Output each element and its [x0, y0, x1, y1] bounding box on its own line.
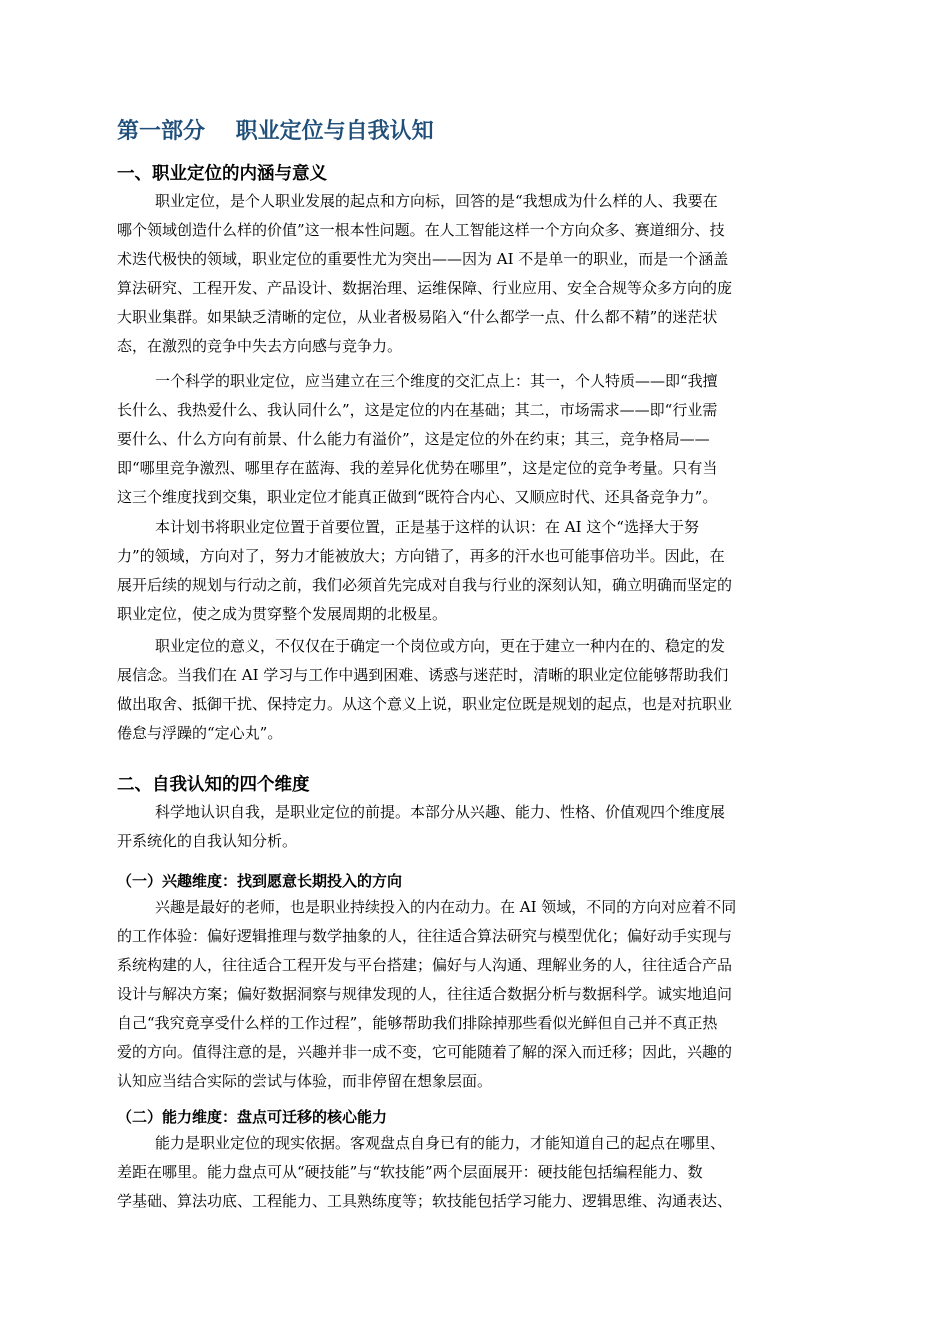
- text-line: 哪个领域创造什么样的价值”这一根本性问题。在人工智能这样一个方向众多、赛道细分、技: [117, 221, 725, 239]
- subsection-heading: （一）兴趣维度：找到愿意长期投入的方向: [117, 872, 403, 890]
- text-line: 大职业集群。如果缺乏清晰的定位，从业者极易陷入“什么都学一点、什么都不精”的迷茫状: [117, 308, 718, 326]
- text-line: 本计划书将职业定位置于首要位置，正是基于这样的认识：在 AI 这个“选择大于努: [155, 518, 699, 536]
- text-line: 学基础、算法功底、工程能力、工具熟练度等；软技能包括学习能力、逻辑思维、沟通表达、: [117, 1192, 733, 1210]
- text-line: 术迭代极快的领域，职业定位的重要性尤为突出——因为 AI 不是单一的职业，而是一个涵盖: [117, 250, 729, 268]
- text-line: 职业定位，使之成为贯穿整个发展周期的北极星。: [117, 605, 448, 623]
- text-line: 开系统化的自我认知分析。: [117, 832, 298, 850]
- section-heading: 二、自我认知的四个维度: [117, 775, 310, 795]
- text-line: 科学地认识自我，是职业定位的前提。本部分从兴趣、能力、性格、价值观四个维度展: [155, 803, 726, 821]
- text-line: 职业定位的意义，不仅仅在于确定一个岗位或方向，更在于建立一种内在的、稳定的发: [155, 637, 726, 655]
- text-line: 自己“我究竟享受什么样的工作过程”，能够帮助我们排除掉那些看似光鲜但自己并不真正热: [117, 1014, 718, 1032]
- text-line: 这三个维度找到交集，职业定位才能真正做到“既符合内心、又顺应时代、还具备竞争力”。: [117, 488, 718, 506]
- text-line: 的工作体验：偏好逻辑推理与数学抽象的人，往往适合算法研究与模型优化；偏好动手实现与: [117, 927, 733, 945]
- text-line: 差距在哪里。能力盘点可从“硬技能”与“软技能”两个层面展开：硬技能包括编程能力、数: [117, 1163, 703, 1181]
- text-line: 系统构建的人，往往适合工程开发与平台搭建；偏好与人沟通、理解业务的人，往往适合产品: [117, 956, 733, 974]
- text-line: 认知应当结合实际的尝试与体验，而非停留在想象层面。: [117, 1072, 493, 1090]
- text-line: 做出取舍、抵御干扰、保持定力。从这个意义上说，职业定位既是规划的起点，也是对抗职业: [117, 695, 733, 713]
- paragraph: [117, 1129, 835, 1216]
- text-line: 兴趣是最好的老师，也是职业持续投入的内在动力。在 AI 领域，不同的方向对应着不同: [155, 898, 737, 916]
- part-title: 第一部分 职业定位与自我认知: [117, 119, 434, 144]
- section-heading: 一、职业定位的内涵与意义: [117, 164, 327, 184]
- text-line: 一个科学的职业定位，应当建立在三个维度的交汇点上：其一，个人特质——即“我擅: [155, 372, 718, 390]
- text-line: 长什么、我热爱什么、我认同什么”，这是定位的内在基础；其二，市场需求——即“行业需: [117, 401, 718, 419]
- text-line: 算法研究、工程开发、产品设计、数据治理、运维保障、行业应用、安全合规等众多方向的庞: [117, 279, 733, 297]
- text-line: 爱的方向。值得注意的是，兴趣并非一成不变，它可能随着了解的深入而迁移；因此，兴趣的: [117, 1043, 733, 1061]
- text-line: 展信念。当我们在 AI 学习与工作中遇到困难、诱惑与迷茫时，清晰的职业定位能够帮助我们: [117, 666, 729, 684]
- paragraph: [117, 798, 835, 856]
- paragraph: [117, 187, 835, 361]
- text-line: 倦怠与浮躁的“定心丸”。: [117, 724, 283, 742]
- text-line: 设计与解决方案；偏好数据洞察与规律发现的人，往往适合数据分析与数据科学。诚实地追问: [117, 985, 733, 1003]
- paragraph: [117, 893, 835, 1096]
- paragraph: [117, 632, 835, 748]
- subsection-heading: （二）能力维度：盘点可迁移的核心能力: [117, 1108, 388, 1126]
- text-line: 力”的领域，方向对了，努力才能被放大；方向错了，再多的汗水也可能事倍功半。因此，在: [117, 547, 725, 565]
- paragraph: [117, 513, 835, 629]
- text-line: 能力是职业定位的现实依据。客观盘点自身已有的能力，才能知道自己的起点在哪里、: [155, 1134, 726, 1152]
- text-line: 要什么、什么方向有前景、什么能力有溢价”，这是定位的外在约束；其三，竞争格局——: [117, 430, 710, 448]
- text-line: 展开后续的规划与行动之前，我们必须首先完成对自我与行业的深刻认知，确立明确而坚定的: [117, 576, 733, 594]
- text-line: 即“哪里竞争激烈、哪里存在蓝海、我的差异化优势在哪里”，这是定位的竞争考量。只有当: [117, 459, 718, 477]
- text-line: 职业定位，是个人职业发展的起点和方向标，回答的是“我想成为什么样的人、我要在: [155, 192, 718, 210]
- paragraph: [117, 367, 835, 512]
- text-line: 态，在激烈的竞争中失去方向感与竞争力。: [117, 337, 403, 355]
